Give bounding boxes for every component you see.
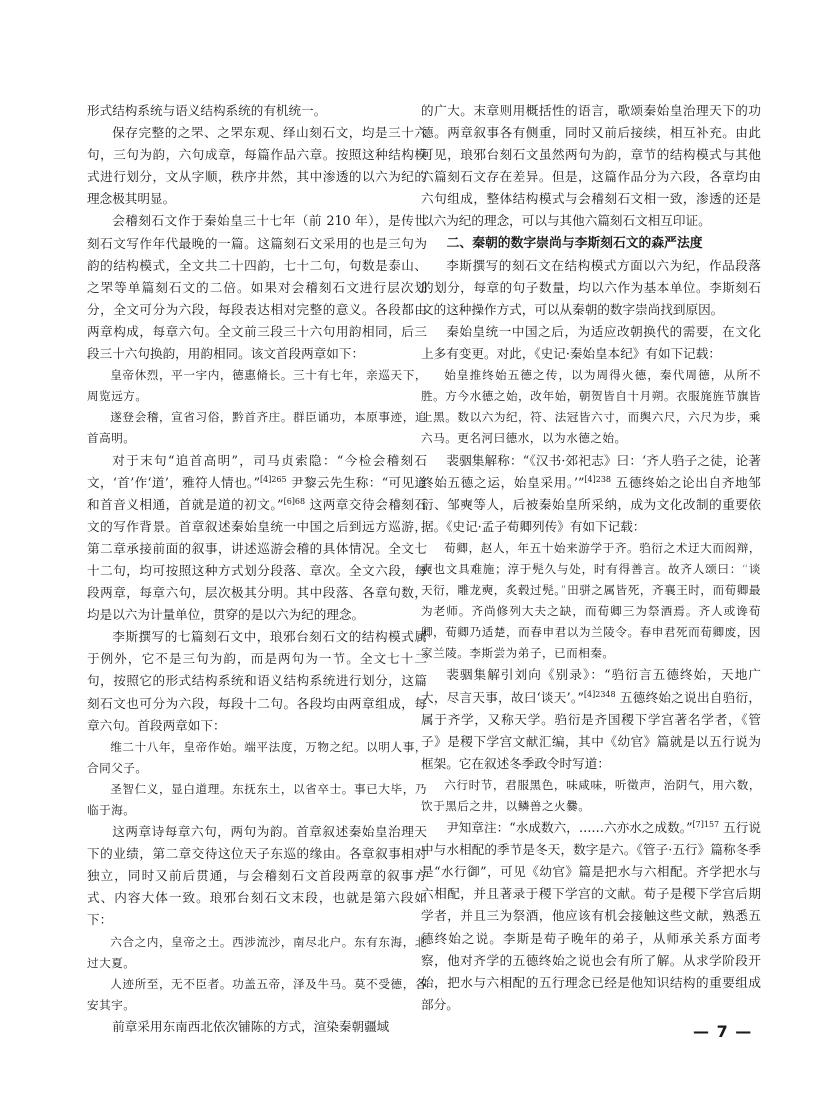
body-paragraph xyxy=(421,321,761,365)
quoted-passage xyxy=(87,737,427,779)
quoted-passage xyxy=(87,932,427,974)
body-paragraph xyxy=(421,817,761,1016)
paragraph-text: 会稽刻石文作于秦始皇三十七年（前 210 年），是传世刻石文写作年代最晚的一篇。这篇刻石文采用的也是三句为韵的结构模式，全文共二十四韵，七十二句，句数是泰山、之罘等单篇刻石文的二倍。如果对会稽刻石文进行层次划分，全文可分为六段，每段表达相对完整的意义。各段都由两章构成，每章六句。全文前三段三十六句用韵相同，后三段三十六句换韵，用韵相同。该文首段两章如下： xyxy=(87,213,427,362)
paragraph-text: 形式结构系统与语义结构系统的有机统一。 xyxy=(87,103,327,118)
paragraph-text: 五德终始之说出自驺衍，属于齐学，又称天学。驺衍是齐国稷下学宫著名学者，《管子》是稷下学宫文献汇编，其中《幼官》篇就是以五行说为框架。它在叙述冬季政令时写道： xyxy=(421,689,761,771)
paragraph-text: 的广大。末章则用概括性的语言，歌颂秦始皇治理天下的功德。两章叙事各有侧重，同时又前后接续，相互补充。由此可见，琅邪台刻石文虽然两句为韵，章节的结构模式与其他六篇刻石文存在差异。但是，这篇作品分为六段，各章均由六句组成，整体结构模式与会稽刻石文相一致，渗透的还是以六为纪的理念，可以与其他六篇刻石文相互印证。 xyxy=(421,103,761,229)
citation-marker: [4]238 xyxy=(584,474,611,484)
paragraph-text: 裴骃集解称：“《汉书·郊祀志》曰：‘齐人驺子之徒，论著终始五德之运，始皇采用。’” xyxy=(421,452,761,490)
section-heading xyxy=(421,233,761,255)
body-paragraph xyxy=(87,626,427,736)
body-paragraph xyxy=(87,1016,427,1038)
paragraph-text: 裴骃集解引刘向《别录》：“驺衍言五德终始，天地广大，尽言天事，故曰‘谈天’。” xyxy=(421,667,761,705)
quoted-passage xyxy=(421,365,761,449)
body-paragraph xyxy=(87,122,427,210)
quoted-passage xyxy=(87,407,427,449)
body-paragraph xyxy=(421,664,761,774)
paragraph-text: 维二十八年，皇帝作始。端平法度，万物之纪。以明人事，合同父子。 xyxy=(87,739,427,775)
body-paragraph xyxy=(87,210,427,365)
paragraph-text: 皇帝休烈，平一宇内，德惠脩长。三十有七年，亲巡天下，周览远方。 xyxy=(87,368,427,404)
citation-marker: [4]265 xyxy=(260,474,287,484)
paragraph-text: 前章采用东南西北依次铺陈的方式，渲染秦朝疆域 xyxy=(112,1018,390,1034)
page-number: — 7 — xyxy=(693,1022,753,1041)
paragraph-text: 圣智仁义，显白道理。东抚东土，以省卒士。事已大毕，乃临于海。 xyxy=(87,781,427,817)
quoted-passage xyxy=(87,974,427,1016)
paragraph-text: 李斯撰写的七篇刻石文中，琅邪台刻石文的结构模式属于例外，它不是三句为韵，而是两句为一节。全文七十二句，按照它的形式结构系统和语义结构系统进行划分，这篇刻石文也可分为六段，每段十二句。各段均由两章组成，每章六句。首段两章如下： xyxy=(87,629,427,733)
body-paragraph xyxy=(87,821,427,931)
left-column xyxy=(87,100,427,1038)
body-paragraph xyxy=(87,100,427,122)
paragraph-text: 李斯撰写的刻石文在结构模式方面以六为纪，作品段落的划分，每章的句子数量，均以六作为基本单位。李斯刻石文的这种操作方式，可以从秦朝的数字崇尚找到原因。 xyxy=(421,257,761,317)
paragraph-text: 六合之内，皇帝之土。西涉流沙，南尽北户。东有东海，北过大夏。 xyxy=(87,934,427,970)
paragraph-text: 这两章诗每章六句，两句为韵。首章叙述秦始皇治理天下的业绩，第二章交待这位天子东巡的缘由。各章叙事相对独立，同时又前后贯通，与会稽刻石文首段两章的叙事方式、内容大体一致。琅邪台刻石文末段，也就是第六段如下： xyxy=(87,824,427,928)
paragraph-text: 秦始皇统一中国之后，为适应改朝换代的需要，在文化上多有变更。对此，《史记·秦始皇本纪》有如下记载： xyxy=(421,323,761,362)
body-paragraph xyxy=(421,255,761,321)
quoted-passage xyxy=(87,365,427,407)
body-paragraph xyxy=(421,450,761,538)
quoted-passage xyxy=(421,775,761,817)
quoted-passage xyxy=(87,779,427,821)
citation-marker: [6]68 xyxy=(283,496,306,506)
right-column xyxy=(421,100,761,1016)
paragraph-text: 人迹所至，无不臣者。功盖五帝，泽及牛马。莫不受德，各安其宇。 xyxy=(87,976,427,1012)
body-paragraph xyxy=(421,100,761,233)
quoted-passage xyxy=(421,538,761,665)
paragraph-text: 这两章交待会稽刻石文的写作背景。首章叙述秦始皇统一中国之后到远方巡游，第二章承接前面的叙事，讲述巡游会稽的具体情况。全文七十二句，均可按照这种方式划分段落、章次。全文六段，每段两章，每章六句，层次极其分明。其中段落、各章句数，均是以六为计量单位，贯穿的是以六为纪的理念。 xyxy=(87,496,427,623)
paragraph-text: 尹黎云先生称：“可见道和首音义相通，首就是道的初文。” xyxy=(87,474,427,512)
paragraph-text: 二、秦朝的数字崇尚与李斯刻石文的森严法度 xyxy=(446,235,703,251)
paragraph-text: 保存完整的之罘、之罘东观、绎山刻石文，均是三十六句，三句为韵，六句成章，每篇作品六章。按照这种结构模式进行划分，文从字顺，秩序井然，其中渗透的以六为纪的理念极其明显。 xyxy=(87,125,427,207)
citation-marker: [4]2348 xyxy=(583,689,616,699)
paragraph-text: 尹知章注：“水成数六，……六亦水之成数。” xyxy=(446,820,693,836)
citation-marker: [7]157 xyxy=(692,819,720,829)
paragraph-text: 对于末句“追首高明”，司马贞索隐：“今检会稽刻石文，‘首’作‘道’，雅符人情也。” xyxy=(87,452,427,490)
paragraph-text: 始皇推终始五德之传，以为周得火德，秦代周德，从所不胜。方今水德之始，改年始，朝贺皆自十月朔。衣服旄旌节旗皆上黑。数以六为纪，符、法冠皆六寸，而舆六尺，六尺为步，乘六马。更名河曰德水，以为水德之始。 xyxy=(421,368,761,446)
body-paragraph xyxy=(87,450,427,627)
paragraph-text: 荀卿，赵人，年五十始来游学于齐。驺衍之术迂大而闳辩，奭也文具难施；淳于髡久与处，时有得善言。故齐人颂曰：“谈天衍，雕龙奭，炙毂过髡。”田骈之属皆死，齐襄王时，而荀卿最为老师。齐尚修列大夫之缺，而荀卿三为祭酒焉。齐人或谗荀卿，荀卿乃适楚，而春申君以为兰陵令。春申君死而荀卿废，因家兰陵。李斯尝为弟子，已而相秦。 xyxy=(421,540,761,661)
paragraph-text: 遂登会稽，宣省习俗，黔首齐庄。群臣诵功，本原事迹，追首高明。 xyxy=(87,410,427,446)
paragraph-text: 六行时节，君服黑色，味咸味，听徵声，治阴气，用六数，饮于黑后之井，以鳞兽之火爨。 xyxy=(421,777,761,813)
paragraph-text: 五行说中与水相配的季节是冬天，数字是六。《管子·五行》篇称冬季是“水行御”，可见《幼官》篇是把水与六相配。齐学把水与六相配，并且著录于稷下学宫的文献。荀子是稷下学宫后期学者，并且三为祭酒，他应该有机会接触这些文献，熟悉五德终始之说。李斯是荀子晚年的弟子，从师承关系方面考察，他对齐学的五德终始之说也会有所了解。从求学阶段开始，把水与六相配的五行理念已经是他知识结构的重要组成部分。 xyxy=(421,820,761,1012)
paragraph-text: 五德终始之论出自齐地邹衍、邹奭等人，后被秦始皇所采纳，成为文化改制的重要依据。《史记·孟子荀卿列传》有如下记载： xyxy=(421,474,761,534)
